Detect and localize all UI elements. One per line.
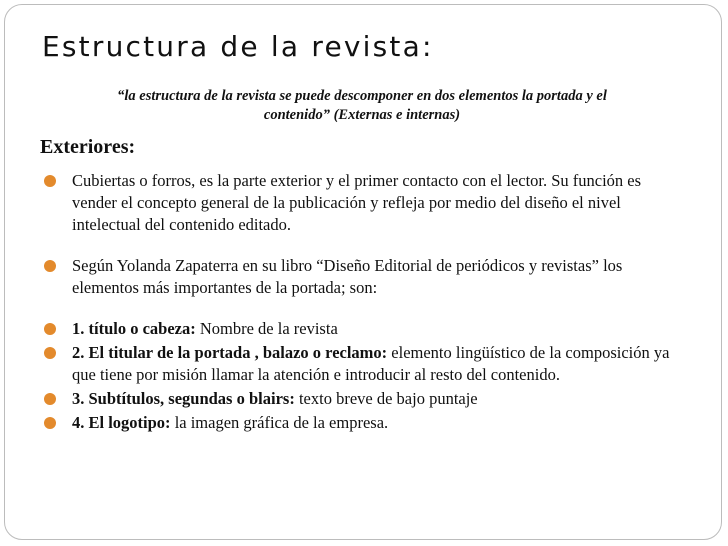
section-heading: Exteriores: xyxy=(40,136,136,158)
item-text: elemento lingüístico de la composición ya que tiene por misión llamar la atención e introducir al resto del contenido. xyxy=(72,343,670,384)
item-text: Cubiertas o forros, es la parte exterior y el primer contacto con el lector. Su función es vender el concepto general de la publicación y refleja por medio del diseño el nivel intelectual del contenido editado. xyxy=(72,171,642,234)
list-item xyxy=(44,342,670,386)
bullet-dot-icon xyxy=(44,393,56,405)
item-bold-label: 3. Subtítulos, segundas o blairs: xyxy=(72,389,295,408)
item-text: texto breve de bajo puntaje xyxy=(294,389,478,408)
item-bold-label: 2. El titular de la portada , balazo o reclamo: xyxy=(72,343,388,362)
quote-line-1: “la estructura de la revista se puede descomponer en dos elementos la portada y el xyxy=(117,88,607,104)
list-item xyxy=(44,412,670,434)
list-item xyxy=(44,255,670,299)
item-bold-label: 4. El logotipo: xyxy=(72,413,171,432)
bullet-dot-icon xyxy=(44,260,56,272)
bullet-dot-icon xyxy=(44,323,56,335)
bullet-list xyxy=(44,170,670,434)
slide-title: Estructura de la revista: xyxy=(42,30,434,63)
list-item xyxy=(44,318,670,340)
item-text: Según Yolanda Zapaterra en su libro “Diseño Editorial de periódicos y revistas” los elementos más importantes de la portada; son: xyxy=(72,256,623,297)
bullet-dot-icon xyxy=(44,175,56,187)
item-text: la imagen gráfica de la empresa. xyxy=(170,413,389,432)
bullet-dot-icon xyxy=(44,347,56,359)
item-text: Nombre de la revista xyxy=(195,319,338,338)
quote-line-2: contenido” (Externas e internas) xyxy=(263,107,461,123)
list-item xyxy=(44,170,670,236)
item-bold-label: 1. título o cabeza: xyxy=(72,319,196,338)
bullet-dot-icon xyxy=(44,417,56,429)
list-item xyxy=(44,388,670,410)
quote-text xyxy=(60,87,664,125)
